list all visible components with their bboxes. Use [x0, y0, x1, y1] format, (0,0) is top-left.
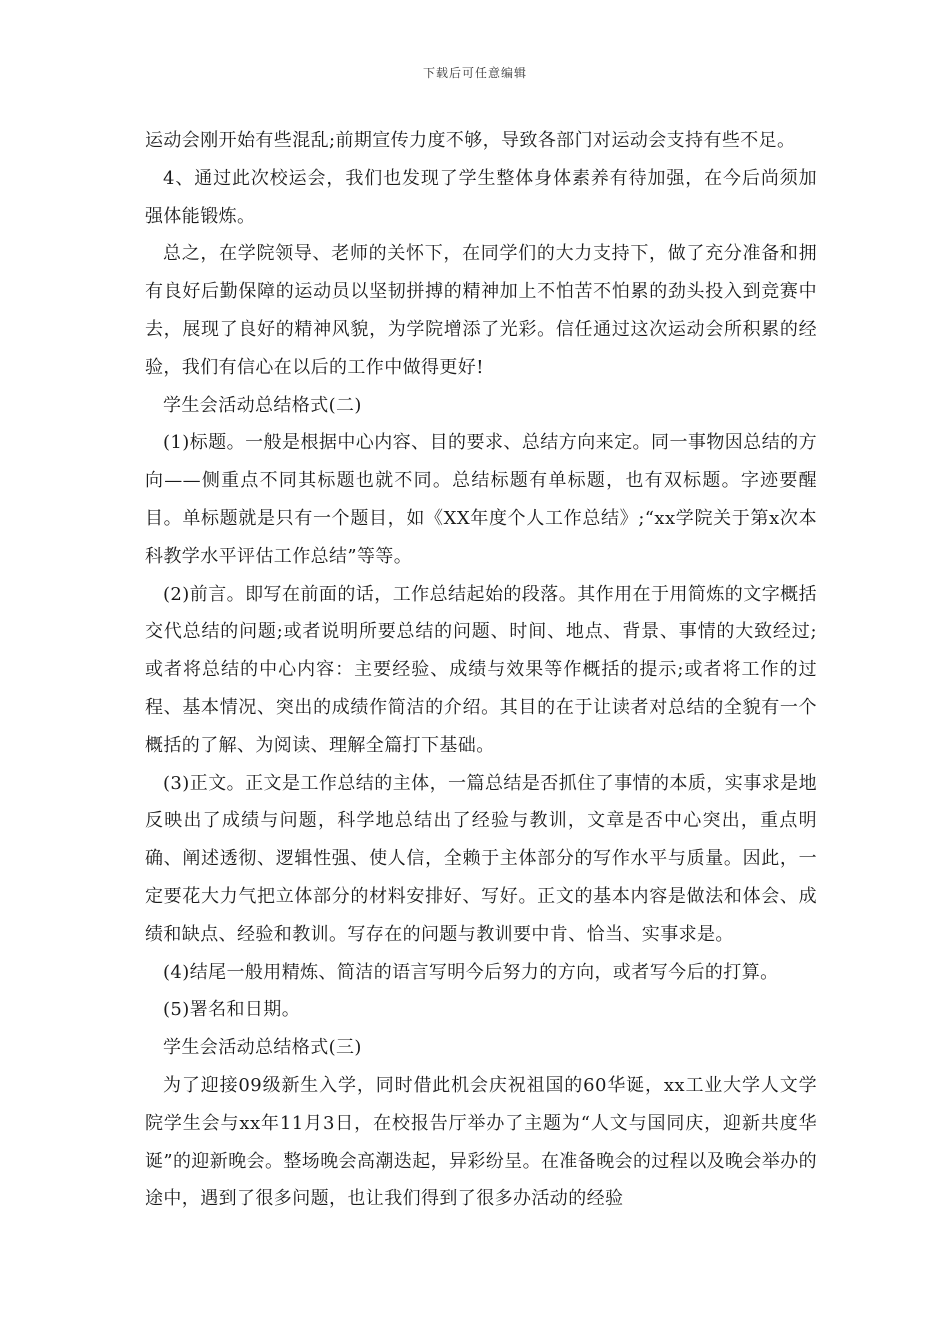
document-body: [145, 122, 817, 1218]
paragraph: 运动会刚开始有些混乱;前期宣传力度不够，导致各部门对运动会支持有些不足。: [145, 130, 796, 151]
section-heading: 学生会活动总结格式(二): [163, 394, 362, 416]
paragraph: (1)标题。一般是根据中心内容、目的要求、总结方向来定。同一事物因总结的方向——侧重点不同其标题也就不同。总结标题有单标题，也有双标题。字迹要醒目。单标题就是只有一个题目，如《XX年度个人工作总结》;“xx学院关于第x次本科教学水平评估工作总结”等等。: [145, 432, 817, 567]
paragraph: 为了迎接09级新生入学，同时借此机会庆祝祖国的60华诞，xx工业大学人文学院学生会与xx年11月3日，在校报告厅举办了主题为“人文与国同庆，迎新共度华诞”的迎新晚会。整场晚会高潮迭起，异彩纷呈。在准备晚会的过程以及晚会举办的途中，遇到了很多问题，也让我们得到了很多办活动的经验: [145, 1074, 817, 1210]
paragraph: (2)前言。即写在前面的话，工作总结起始的段落。其作用在于用简炼的文字概括交代总结的问题;或者说明所要总结的问题、时间、地点、背景、事情的大致经过;或者将总结的中心内容：主要经验、成绩与效果等作概括的提示;或者将工作的过程、基本情况、突出的成绩作简洁的介绍。其目的在于让读者对总结的全貌有一个概括的了解、为阅读、理解全篇打下基础。: [145, 583, 817, 756]
paragraph: 4、通过此次校运会，我们也发现了学生整体身体素养有待加强，在今后尚须加强体能锻炼。: [145, 167, 817, 227]
paragraph: (3)正文。正文是工作总结的主体，一篇总结是否抓住了事情的本质，实事求是地反映出了成绩与问题，科学地总结出了经验与教训，文章是否中心突出，重点明确、阐述透彻、逻辑性强、使人信，全赖于主体部分的写作水平与质量。因此，一定要花大力气把立体部分的材料安排好、写好。正文的基本内容是做法和体会、成绩和缺点、经验和教训。写存在的问题与教训要中肯、恰当、实事求是。: [145, 772, 817, 945]
paragraph: 总之，在学院领导、老师的关怀下，在同学们的大力支持下，做了充分准备和拥有良好后勤保障的运动员以坚韧拼搏的精神加上不怕苦不怕累的劲头投入到竞赛中去，展现了良好的精神风貌，为学院增添了光彩。信任通过这次运动会所积累的经验，我们有信心在以后的工作中做得更好!: [145, 243, 817, 378]
section-heading: 学生会活动总结格式(三): [163, 1037, 362, 1059]
paragraph: (5)署名和日期。: [163, 999, 301, 1021]
paragraph: (4)结尾一般用精炼、简洁的语言写明今后努力的方向，或者写今后的打算。: [163, 961, 779, 983]
page-header: 下载后可任意编辑: [422, 66, 527, 80]
